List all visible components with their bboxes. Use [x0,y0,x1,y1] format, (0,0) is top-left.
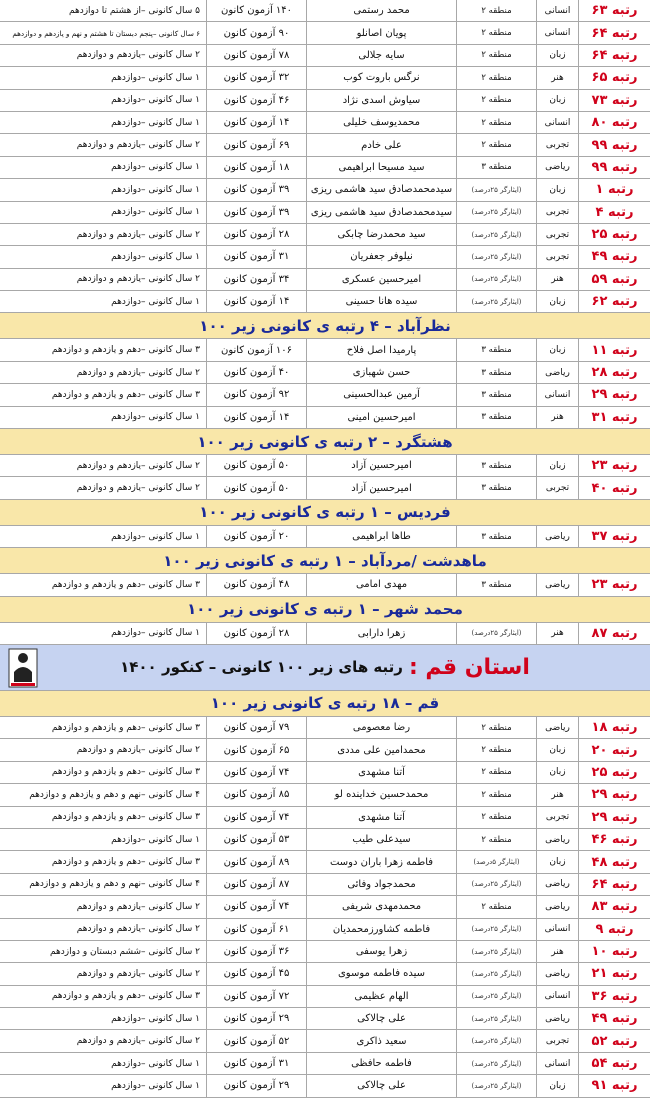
region-cell: (ایثارگر ۲۵درصد) [456,246,536,267]
city-section-header: هشتگرد – ۲ رتبه ی کانونی زیر ۱۰۰ [0,429,650,455]
rank-cell: رتبه ۹۹ [578,157,650,178]
exam-count-cell: ۲۸ آزمون کانون [206,224,306,245]
student-name-cell: علی چالاکی [306,1075,456,1096]
region-cell: منطقه ۳ [456,455,536,476]
rank-cell: رتبه ۶۴ [578,874,650,895]
table-row [0,526,650,548]
table-row [0,477,650,499]
student-name-cell: امیرحسین عسکری [306,269,456,290]
membership-years-cell: ۲ سال کانونی –یازدهم و دوازدهم [76,901,200,912]
exam-count-cell: ۷۸ آزمون کانون [206,45,306,66]
region-cell: (ایثارگر ۲۵درصد) [456,1008,536,1029]
exam-count-cell: ۶۱ آزمون کانون [206,919,306,940]
student-name-cell: محمد رستمی [306,0,456,21]
student-name-cell: علی خادم [306,134,456,155]
student-name-cell: علی چالاکی [306,1008,456,1029]
region-cell: منطقه ۳ [456,526,536,547]
rank-cell: رتبه ۳۷ [578,526,650,547]
student-name-cell: آتنا مشهدی [306,762,456,783]
membership-years-cell: ۲ سال کانونی –یازدهم و دوازدهم [76,229,200,240]
exam-count-cell: ۵۰ آزمون کانون [206,477,306,498]
table-row [0,291,650,313]
exam-count-cell: ۹۲ آزمون کانون [206,384,306,405]
exam-count-cell: ۱۴ آزمون کانون [206,407,306,428]
table-row [0,623,650,645]
exam-count-cell: ۷۴ آزمون کانون [206,762,306,783]
region-cell: (ایثارگر ۲۵درصد) [456,179,536,200]
membership-years-cell: ۱ سال کانونی –دوازدهم [111,412,200,423]
membership-years-cell: ۲ سال کانونی –یازدهم و دوازدهم [76,50,200,61]
region-cell: منطقه ۳ [456,574,536,595]
rank-cell: رتبه ۳۱ [578,407,650,428]
exam-count-cell: ۳۹ آزمون کانون [206,202,306,223]
field-cell: ریاضی [536,526,578,547]
membership-years-cell: ۱ سال کانونی –دوازدهم [111,1080,200,1091]
table-row [0,986,650,1008]
table-row [0,339,650,361]
membership-years-cell: ۱ سال کانونی –دوازدهم [111,251,200,262]
table-row [0,246,650,268]
student-name-cell: امیرحسین امینی [306,407,456,428]
exam-count-cell: ۸۹ آزمون کانون [206,851,306,872]
rank-cell: رتبه ۲۹ [578,807,650,828]
region-cell: منطقه ۲ [456,762,536,783]
membership-years-cell: ۲ سال کانونی –یازدهم و دوازدهم [76,924,200,935]
exam-count-cell: ۷۲ آزمون کانون [206,986,306,1007]
membership-years-cell: ۳ سال کانونی –دهم و یازدهم و دوازدهم [51,579,200,590]
student-name-cell: فاطمه زهرا باران دوست [306,851,456,872]
membership-years-cell: ۶ سال کانونی –پنجم دبستان تا هشتم و نهم و یازدهم و دوازدهم [12,28,200,38]
membership-years-cell: ۳ سال کانونی –دهم و یازدهم و دوازدهم [51,722,200,733]
table-row [0,919,650,941]
rank-cell: رتبه ۲۵ [578,224,650,245]
region-cell: (ایثارگر ۲۵درصد) [456,986,536,1007]
rank-cell: رتبه ۵۲ [578,1030,650,1051]
membership-years-cell: ۳ سال کانونی –دهم و یازدهم و دوازدهم [51,991,200,1002]
rank-cell: رتبه ۱۱ [578,339,650,360]
table-row [0,1008,650,1030]
region-cell: منطقه ۲ [456,45,536,66]
rank-cell: رتبه ۸۷ [578,623,650,644]
student-name-cell: زهرا یوسفی [306,941,456,962]
region-cell: منطقه ۲ [456,67,536,88]
student-name-cell: فاطمه حافظی [306,1053,456,1074]
region-cell: (ایثارگر ۲۵درصد) [456,224,536,245]
table-row [0,407,650,429]
table-row [0,224,650,246]
table-row [0,1075,650,1097]
membership-years-cell: ۳ سال کانونی –دهم و یازدهم و دوازدهم [51,389,200,400]
student-name-cell: سایه جلالی [306,45,456,66]
student-name-cell: فاطمه کشاورزمحمدیان [306,919,456,940]
field-cell: انسانی [536,919,578,940]
student-name-cell: سیدمحمدصادق سید هاشمی ریزی [306,179,456,200]
region-cell: (ایثارگر ۵درصد) [456,851,536,872]
table-row [0,829,650,851]
exam-count-cell: ۳۱ آزمون کانون [206,1053,306,1074]
field-cell: هنر [536,623,578,644]
field-cell: تجربی [536,134,578,155]
membership-years-cell: ۵ سال کانونی –از هشتم تا دوازدهم [68,5,200,16]
field-cell: ریاضی [536,574,578,595]
rank-cell: رتبه ۲۸ [578,362,650,383]
field-cell: ریاضی [536,362,578,383]
region-cell: (ایثارگر ۲۵درصد) [456,1075,536,1096]
region-cell: (ایثارگر ۲۵درصد) [456,963,536,984]
exam-count-cell: ۳۲ آزمون کانون [206,67,306,88]
region-cell: منطقه ۲ [456,807,536,828]
table-row [0,762,650,784]
table-row [0,384,650,406]
rank-cell: رتبه ۱۸ [578,717,650,738]
membership-years-cell: ۱ سال کانونی –دوازدهم [111,117,200,128]
membership-years-cell: ۲ سال کانونی –یازدهم و دوازدهم [76,460,200,471]
student-name-cell: حسن شهبازی [306,362,456,383]
exam-count-cell: ۷۹ آزمون کانون [206,717,306,738]
table-row [0,807,650,829]
student-name-cell: سیده هانا حسینی [306,291,456,312]
student-name-cell: محمدامین علی مددی [306,739,456,760]
exam-count-cell: ۴۰ آزمون کانون [206,362,306,383]
field-cell: انسانی [536,384,578,405]
rank-cell: رتبه ۴۸ [578,851,650,872]
rank-cell: رتبه ۵۴ [578,1053,650,1074]
table-row [0,1053,650,1075]
rank-cell: رتبه ۶۴ [578,45,650,66]
rank-cell: رتبه ۲۵ [578,762,650,783]
field-cell: ریاضی [536,157,578,178]
exam-count-cell: ۳۶ آزمون کانون [206,941,306,962]
student-name-cell: نیلوفر جعفریان [306,246,456,267]
exam-count-cell: ۲۹ آزمون کانون [206,1008,306,1029]
field-cell: ریاضی [536,874,578,895]
membership-years-cell: ۴ سال کانونی –نهم و دهم و یازدهم و دوازدهم [29,789,200,800]
membership-years-cell: ۳ سال کانونی –دهم و یازدهم و دوازدهم [51,345,200,356]
exam-count-cell: ۳۴ آزمون کانون [206,269,306,290]
table-row [0,784,650,806]
region-cell: منطقه ۲ [456,134,536,155]
region-cell: منطقه ۳ [456,384,536,405]
rank-cell: رتبه ۲۹ [578,784,650,805]
student-name-cell: سید محمدرضا چابکی [306,224,456,245]
field-cell: انسانی [536,986,578,1007]
field-cell: هنر [536,407,578,428]
table-row [0,574,650,596]
field-cell: زبان [536,45,578,66]
exam-count-cell: ۱۴ آزمون کانون [206,112,306,133]
region-cell: منطقه ۲ [456,0,536,21]
exam-count-cell: ۷۴ آزمون کانون [206,807,306,828]
field-cell: ریاضی [536,717,578,738]
region-cell: منطقه ۲ [456,717,536,738]
student-name-cell: محمدمهدی شریفی [306,896,456,917]
student-name-cell: الهام عظیمی [306,986,456,1007]
table-row [0,112,650,134]
field-cell: هنر [536,941,578,962]
table-row [0,739,650,761]
region-cell: منطقه ۳ [456,339,536,360]
exam-count-cell: ۱۰۶ آزمون کانون [206,339,306,360]
exam-count-cell: ۸۵ آزمون کانون [206,784,306,805]
table-row [0,67,650,89]
region-cell: منطقه ۲ [456,112,536,133]
region-cell: منطقه ۲ [456,739,536,760]
table-row [0,134,650,156]
rank-cell: رتبه ۲۱ [578,963,650,984]
rank-cell: رتبه ۴۹ [578,246,650,267]
field-cell: زبان [536,1075,578,1096]
rank-cell: رتبه ۹۹ [578,134,650,155]
table-row [0,717,650,739]
region-cell: منطقه ۳ [456,157,536,178]
region-cell: (ایثارگر ۲۵درصد) [456,291,536,312]
field-cell: تجربی [536,224,578,245]
city-section-header: نظرآباد – ۴ رتبه ی کانونی زیر ۱۰۰ [0,313,650,339]
rank-cell: رتبه ۱۰ [578,941,650,962]
table-row [0,1030,650,1052]
field-cell: زبان [536,179,578,200]
rank-cell: رتبه ۵۹ [578,269,650,290]
table-row [0,45,650,67]
rank-cell: رتبه ۸۳ [578,896,650,917]
student-name-cell: سیدمحمدصادق سید هاشمی ریزی [306,202,456,223]
region-cell: منطقه ۲ [456,784,536,805]
rank-cell: رتبه ۲۹ [578,384,650,405]
membership-years-cell: ۱ سال کانونی –دوازدهم [111,628,200,639]
region-cell: (ایثارگر ۲۵درصد) [456,1053,536,1074]
membership-years-cell: ۱ سال کانونی –دوازدهم [111,95,200,106]
region-cell: منطقه ۲ [456,22,536,43]
table-row [0,0,650,22]
exam-count-cell: ۷۴ آزمون کانون [206,896,306,917]
rank-cell: رتبه ۶۳ [578,0,650,21]
exam-count-cell: ۱۸ آزمون کانون [206,157,306,178]
table-row [0,90,650,112]
student-name-cell: آتنا مشهدی [306,807,456,828]
membership-years-cell: ۱ سال کانونی –دوازدهم [111,1013,200,1024]
membership-years-cell: ۳ سال کانونی –دهم و یازدهم و دوازدهم [51,857,200,868]
student-name-cell: پارمیدا اصل فلاح [306,339,456,360]
region-cell: (ایثارگر ۲۵درصد) [456,269,536,290]
membership-years-cell: ۱ سال کانونی –دوازدهم [111,207,200,218]
rank-cell: رتبه ۶۲ [578,291,650,312]
rank-cell: رتبه ۴۰ [578,477,650,498]
student-name-cell: زهرا دارابی [306,623,456,644]
student-name-cell: رضا معصومی [306,717,456,738]
field-cell: انسانی [536,1053,578,1074]
membership-years-cell: ۲ سال کانونی –یازدهم و دوازدهم [76,274,200,285]
field-cell: زبان [536,851,578,872]
rank-cell: رتبه ۴۶ [578,829,650,850]
field-cell: تجربی [536,477,578,498]
field-cell: زبان [536,455,578,476]
table-row [0,179,650,201]
membership-years-cell: ۱ سال کانونی –دوازدهم [111,296,200,307]
exam-count-cell: ۲۰ آزمون کانون [206,526,306,547]
city-section-header: ماهدشت /مردآباد – ۱ رتبه ی کانونی زیر ۱۰۰ [0,548,650,574]
field-cell: زبان [536,339,578,360]
exam-count-cell: ۶۹ آزمون کانون [206,134,306,155]
field-cell: ریاضی [536,963,578,984]
field-cell: انسانی [536,112,578,133]
region-cell: منطقه ۳ [456,477,536,498]
province-subtitle: رتبه های زیر ۱۰۰ کانونی – کنکور ۱۴۰۰ [120,658,403,677]
membership-years-cell: ۳ سال کانونی –دهم و یازدهم و دوازدهم [51,767,200,778]
membership-years-cell: ۲ سال کانونی –یازدهم و دوازدهم [76,745,200,756]
province-header [0,645,650,691]
kanoon-badge-icon [8,648,38,688]
student-name-cell: محمدجواد وفائی [306,874,456,895]
province-title: استان قم : [408,654,530,680]
rank-cell: رتبه ۶۴ [578,22,650,43]
region-cell: منطقه ۳ [456,407,536,428]
exam-count-cell: ۵۰ آزمون کانون [206,455,306,476]
student-name-cell: آرمین عبدالحسینی [306,384,456,405]
table-row [0,455,650,477]
student-name-cell: امیرحسین آزاد [306,477,456,498]
field-cell: زبان [536,739,578,760]
student-name-cell: طاها ابراهیمی [306,526,456,547]
exam-count-cell: ۶۵ آزمون کانون [206,739,306,760]
field-cell: هنر [536,269,578,290]
student-name-cell: سیدعلی طیب [306,829,456,850]
membership-years-cell: ۴ سال کانونی –نهم و دهم و یازدهم و دوازدهم [29,879,200,890]
student-name-cell: سیاوش اسدی نژاد [306,90,456,111]
field-cell: زبان [536,90,578,111]
table-row [0,851,650,873]
region-cell: (ایثارگر ۲۵درصد) [456,1030,536,1051]
membership-years-cell: ۲ سال کانونی –یازدهم و دوازدهم [76,140,200,151]
student-name-cell: پویان اصانلو [306,22,456,43]
table-row [0,896,650,918]
exam-count-cell: ۱۴۰ آزمون کانون [206,0,306,21]
membership-years-cell: ۱ سال کانونی –دوازدهم [111,1058,200,1069]
rank-cell: رتبه ۱ [578,179,650,200]
membership-years-cell: ۱ سال کانونی –دوازدهم [111,834,200,845]
table-row [0,269,650,291]
region-cell: (ایثارگر ۲۵درصد) [456,919,536,940]
membership-years-cell: ۲ سال کانونی –یازدهم و دوازدهم [76,367,200,378]
membership-years-cell: ۲ سال کانونی –یازدهم و دوازدهم [76,968,200,979]
city-section-header: قم – ۱۸ رتبه ی کانونی زیر ۱۰۰ [0,691,650,717]
exam-count-cell: ۱۴ آزمون کانون [206,291,306,312]
student-name-cell: محمدیوسف خلیلی [306,112,456,133]
exam-count-cell: ۵۲ آزمون کانون [206,1030,306,1051]
region-cell: (ایثارگر ۲۵درصد) [456,202,536,223]
membership-years-cell: ۲ سال کانونی –ششم دبستان و دوازدهم [50,946,200,957]
exam-count-cell: ۲۸ آزمون کانون [206,623,306,644]
region-cell: منطقه ۳ [456,362,536,383]
rank-cell: رتبه ۸۰ [578,112,650,133]
region-cell: منطقه ۲ [456,829,536,850]
region-cell: (ایثارگر ۲۵درصد) [456,874,536,895]
student-name-cell: محمدحسین خداینده لو [306,784,456,805]
student-name-cell: سعید ذاکری [306,1030,456,1051]
exam-count-cell: ۳۱ آزمون کانون [206,246,306,267]
rank-cell: رتبه ۴ [578,202,650,223]
field-cell: انسانی [536,0,578,21]
membership-years-cell: ۱ سال کانونی –دوازدهم [111,184,200,195]
field-cell: ریاضی [536,1008,578,1029]
student-name-cell: سیده فاطمه موسوی [306,963,456,984]
membership-years-cell: ۲ سال کانونی –یازدهم و دوازدهم [76,483,200,494]
table-row [0,874,650,896]
exam-count-cell: ۸۷ آزمون کانون [206,874,306,895]
region-cell: منطقه ۲ [456,90,536,111]
field-cell: انسانی [536,22,578,43]
field-cell: ریاضی [536,896,578,917]
table-row [0,941,650,963]
student-name-cell: امیرحسین آزاد [306,455,456,476]
field-cell: زبان [536,291,578,312]
field-cell: تجربی [536,1030,578,1051]
exam-count-cell: ۳۹ آزمون کانون [206,179,306,200]
table-row [0,362,650,384]
table-row [0,963,650,985]
field-cell: هنر [536,784,578,805]
membership-years-cell: ۱ سال کانونی –دوازدهم [111,72,200,83]
rank-cell: رتبه ۹ [578,919,650,940]
rank-cell: رتبه ۲۳ [578,574,650,595]
table-row [0,202,650,224]
membership-years-cell: ۱ سال کانونی –دوازدهم [111,531,200,542]
student-name-cell: نرگس باروت کوب [306,67,456,88]
membership-years-cell: ۳ سال کانونی –دهم و یازدهم و دوازدهم [51,812,200,823]
region-cell: منطقه ۲ [456,896,536,917]
rank-cell: رتبه ۶۵ [578,67,650,88]
table-row [0,157,650,179]
region-cell: (ایثارگر ۲۵درصد) [456,941,536,962]
field-cell: هنر [536,67,578,88]
field-cell: ریاضی [536,829,578,850]
exam-count-cell: ۵۳ آزمون کانون [206,829,306,850]
exam-count-cell: ۴۶ آزمون کانون [206,90,306,111]
city-section-header: فردیس – ۱ رتبه ی کانونی زیر ۱۰۰ [0,500,650,526]
membership-years-cell: ۱ سال کانونی –دوازدهم [111,162,200,173]
exam-count-cell: ۲۹ آزمون کانون [206,1075,306,1096]
membership-years-cell: ۲ سال کانونی –یازدهم و دوازدهم [76,1036,200,1047]
table-row [0,22,650,44]
field-cell: زبان [536,762,578,783]
rank-cell: رتبه ۲۳ [578,455,650,476]
rank-cell: رتبه ۴۹ [578,1008,650,1029]
field-cell: تجربی [536,246,578,267]
rank-cell: رتبه ۷۳ [578,90,650,111]
exam-count-cell: ۴۸ آزمون کانون [206,574,306,595]
student-name-cell: مهدی امامی [306,574,456,595]
region-cell: (ایثارگر ۲۵درصد) [456,623,536,644]
rank-cell: رتبه ۳۶ [578,986,650,1007]
field-cell: تجربی [536,807,578,828]
exam-count-cell: ۴۵ آزمون کانون [206,963,306,984]
rank-cell: رتبه ۹۱ [578,1075,650,1096]
student-name-cell: سید مسیحا ابراهیمی [306,157,456,178]
city-section-header: محمد شهر – ۱ رتبه ی کانونی زیر ۱۰۰ [0,597,650,623]
field-cell: تجربی [536,202,578,223]
exam-count-cell: ۹۰ آزمون کانون [206,22,306,43]
rank-cell: رتبه ۲۰ [578,739,650,760]
